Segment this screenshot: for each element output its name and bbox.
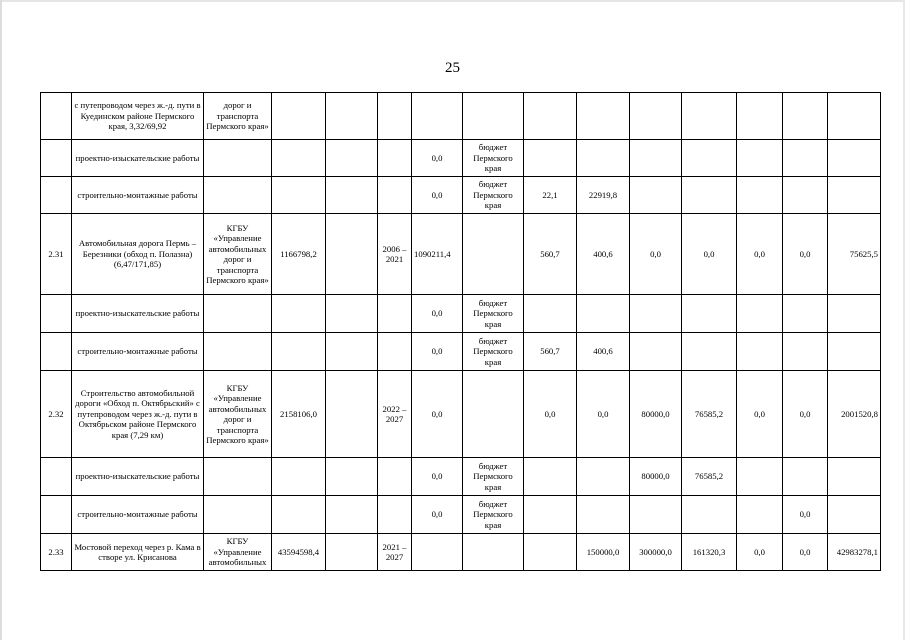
cell-number — [41, 333, 72, 371]
table-row — [41, 496, 881, 534]
cell-amount: 0,0 — [682, 214, 737, 295]
cell-amount: 560,7 — [524, 333, 577, 371]
cell-total-cost: 1166798,2 — [272, 214, 326, 295]
cell-amount — [783, 295, 828, 333]
cell-amount — [828, 496, 881, 534]
cell-amount: 0,0 — [524, 371, 577, 458]
cell-amount — [682, 177, 737, 214]
cell-spacer — [326, 295, 378, 333]
cell-number — [41, 93, 72, 140]
cell-amount — [682, 333, 737, 371]
cell-object-name: проектно-изыскательские работы — [72, 458, 204, 496]
cell-amount — [682, 140, 737, 177]
cell-amount — [783, 177, 828, 214]
cell-amount — [737, 93, 783, 140]
cell-amount — [524, 534, 577, 571]
cell-amount — [630, 496, 682, 534]
cell-amount: 22919,8 — [577, 177, 630, 214]
cell-object-name: Мостовой переход через р. Кама в створе ул. Крисанова — [72, 534, 204, 571]
cell-amount: 161320,3 — [682, 534, 737, 571]
cell-completed: 0,0 — [412, 140, 463, 177]
cell-total-cost — [272, 140, 326, 177]
cell-amount — [577, 93, 630, 140]
cell-funding-source — [463, 534, 524, 571]
cell-amount: 560,7 — [524, 214, 577, 295]
table-row — [41, 534, 881, 571]
cell-number — [41, 295, 72, 333]
cell-agency: дорог и транспорта Пермского края» — [204, 93, 272, 140]
table-row — [41, 371, 881, 458]
cell-object-name: строительно-монтажные работы — [72, 333, 204, 371]
cell-amount: 0,0 — [630, 214, 682, 295]
cell-amount: 80000,0 — [630, 458, 682, 496]
cell-amount — [524, 93, 577, 140]
cell-period — [378, 458, 412, 496]
cell-agency — [204, 496, 272, 534]
cell-funding-source: бюджет Пермского края — [463, 177, 524, 214]
cell-amount — [524, 140, 577, 177]
cell-spacer — [326, 534, 378, 571]
cell-number — [41, 496, 72, 534]
cell-period — [378, 333, 412, 371]
cell-amount — [828, 93, 881, 140]
cell-number — [41, 177, 72, 214]
cell-agency: КГБУ «Управление автомобильных дорог и транспорта Пермского края» — [204, 214, 272, 295]
cell-amount: 0,0 — [737, 534, 783, 571]
cell-period — [378, 93, 412, 140]
cell-object-name: строительно-монтажные работы — [72, 177, 204, 214]
cell-funding-source: бюджет Пермского края — [463, 333, 524, 371]
cell-number — [41, 458, 72, 496]
cell-amount — [783, 93, 828, 140]
cell-amount: 75625,5 — [828, 214, 881, 295]
cell-total-cost: 2158106,0 — [272, 371, 326, 458]
cell-amount — [630, 93, 682, 140]
cell-agency — [204, 140, 272, 177]
cell-total-cost — [272, 177, 326, 214]
scan-edge-left — [0, 0, 2, 640]
cell-object-name: Строительство автомобильной дороги «Обход п. Октябрьский» с путепроводом через ж.-д. пути в Октябрьском районе Пермского края (7,29 км) — [72, 371, 204, 458]
cell-amount: 0,0 — [577, 371, 630, 458]
cell-amount: 0,0 — [783, 371, 828, 458]
cell-amount: 0,0 — [737, 214, 783, 295]
cell-amount — [737, 496, 783, 534]
cell-amount — [524, 295, 577, 333]
cell-amount: 22,1 — [524, 177, 577, 214]
cell-spacer — [326, 496, 378, 534]
table-row — [41, 458, 881, 496]
cell-completed: 0,0 — [412, 333, 463, 371]
cell-total-cost — [272, 458, 326, 496]
cell-amount — [630, 177, 682, 214]
cell-period — [378, 295, 412, 333]
cell-period — [378, 177, 412, 214]
cell-object-name: Автомобильная дорога Пермь – Березники (обход п. Полазна) (6,47/171,85) — [72, 214, 204, 295]
cell-amount — [783, 458, 828, 496]
cell-funding-source — [463, 214, 524, 295]
cell-amount: 0,0 — [783, 214, 828, 295]
cell-amount: 400,6 — [577, 333, 630, 371]
cell-completed — [412, 93, 463, 140]
cell-amount — [828, 458, 881, 496]
cell-agency: КГБУ «Управление автомобильных — [204, 534, 272, 571]
cell-amount — [737, 333, 783, 371]
table-row — [41, 333, 881, 371]
cell-amount — [630, 295, 682, 333]
cell-funding-source — [463, 371, 524, 458]
cell-funding-source — [463, 93, 524, 140]
cell-amount — [682, 93, 737, 140]
cell-total-cost — [272, 496, 326, 534]
page-number: 25 — [445, 60, 460, 76]
cell-object-name: строительно-монтажные работы — [72, 496, 204, 534]
cell-amount — [737, 140, 783, 177]
table-row — [41, 295, 881, 333]
cell-number: 2.32 — [41, 371, 72, 458]
cell-amount: 2001520,8 — [828, 371, 881, 458]
table-row — [41, 140, 881, 177]
cell-completed — [412, 534, 463, 571]
table-row — [41, 214, 881, 295]
cell-amount — [577, 458, 630, 496]
cell-amount — [828, 295, 881, 333]
cell-spacer — [326, 214, 378, 295]
cell-spacer — [326, 333, 378, 371]
cell-amount — [737, 295, 783, 333]
cell-spacer — [326, 177, 378, 214]
cell-amount — [828, 333, 881, 371]
cell-funding-source: бюджет Пермского края — [463, 295, 524, 333]
cell-completed: 0,0 — [412, 295, 463, 333]
cell-amount: 0,0 — [783, 534, 828, 571]
cell-amount — [577, 140, 630, 177]
cell-amount — [783, 140, 828, 177]
cell-period: 2022 – 2027 — [378, 371, 412, 458]
cell-amount — [630, 333, 682, 371]
cell-period: 2021 – 2027 — [378, 534, 412, 571]
cell-amount: 76585,2 — [682, 458, 737, 496]
budget-table — [40, 92, 881, 571]
cell-amount: 150000,0 — [577, 534, 630, 571]
cell-completed: 1090211,4 — [412, 214, 463, 295]
cell-agency — [204, 295, 272, 333]
cell-amount: 42983278,1 — [828, 534, 881, 571]
cell-completed: 0,0 — [412, 458, 463, 496]
cell-amount — [524, 458, 577, 496]
cell-completed: 0,0 — [412, 177, 463, 214]
cell-funding-source: бюджет Пермского края — [463, 496, 524, 534]
cell-agency — [204, 177, 272, 214]
cell-spacer — [326, 458, 378, 496]
cell-amount — [630, 140, 682, 177]
cell-total-cost — [272, 295, 326, 333]
cell-funding-source: бюджет Пермского края — [463, 458, 524, 496]
cell-amount — [682, 496, 737, 534]
cell-spacer — [326, 140, 378, 177]
scan-edge-top — [0, 0, 905, 2]
cell-amount — [682, 295, 737, 333]
cell-funding-source: бюджет Пермского края — [463, 140, 524, 177]
cell-amount — [737, 177, 783, 214]
cell-number: 2.31 — [41, 214, 72, 295]
cell-number — [41, 140, 72, 177]
cell-amount — [577, 295, 630, 333]
cell-amount: 0,0 — [783, 496, 828, 534]
cell-amount: 0,0 — [737, 371, 783, 458]
cell-spacer — [326, 371, 378, 458]
cell-number: 2.33 — [41, 534, 72, 571]
cell-agency — [204, 458, 272, 496]
cell-object-name: проектно-изыскательские работы — [72, 140, 204, 177]
cell-period — [378, 140, 412, 177]
cell-period: 2006 – 2021 — [378, 214, 412, 295]
cell-amount — [524, 496, 577, 534]
cell-amount — [828, 177, 881, 214]
cell-amount — [737, 458, 783, 496]
cell-agency: КГБУ «Управление автомобильных дорог и транспорта Пермского края» — [204, 371, 272, 458]
cell-amount: 76585,2 — [682, 371, 737, 458]
cell-amount — [577, 496, 630, 534]
cell-completed: 0,0 — [412, 496, 463, 534]
cell-total-cost: 43594598,4 — [272, 534, 326, 571]
cell-spacer — [326, 93, 378, 140]
cell-amount: 80000,0 — [630, 371, 682, 458]
cell-amount: 400,6 — [577, 214, 630, 295]
cell-amount — [783, 333, 828, 371]
cell-amount — [828, 140, 881, 177]
cell-amount: 300000,0 — [630, 534, 682, 571]
table-row — [41, 93, 881, 140]
cell-total-cost — [272, 93, 326, 140]
table-row — [41, 177, 881, 214]
cell-completed: 0,0 — [412, 371, 463, 458]
cell-period — [378, 496, 412, 534]
cell-object-name: проектно-изыскательские работы — [72, 295, 204, 333]
cell-total-cost — [272, 333, 326, 371]
cell-object-name: с путепроводом через ж.-д. пути в Куединском районе Пермского края, 3,32/69,92 — [72, 93, 204, 140]
cell-agency — [204, 333, 272, 371]
